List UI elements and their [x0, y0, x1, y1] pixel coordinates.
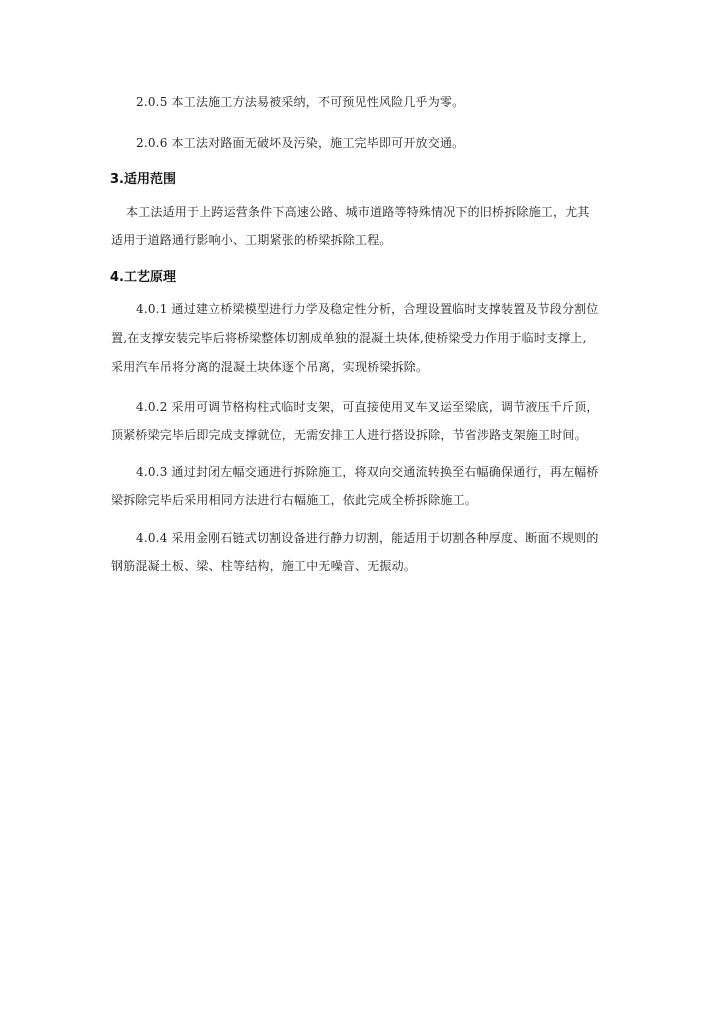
paragraph-4-0-1-line-3: 采用汽车吊将分离的混凝土块体逐个吊离，实现桥梁拆除。 — [111, 360, 429, 374]
section-3-line-1: 本工法适用于上跨运营条件下高速公路、城市道路等特殊情况下的旧桥拆除施工，尤其 — [126, 205, 590, 219]
paragraph-4-0-3-line-2: 梁拆除完毕后采用相同方法进行右幅施工，依此完成全桥拆除施工。 — [111, 493, 478, 507]
paragraph-4-0-1-line-2: 置,在支撑安装完毕后将桥梁整体切割成单独的混凝土块体,使桥梁受力作用于临时支撑上, — [111, 331, 587, 345]
paragraph-2-0-6: 2.0.6 本工法对路面无破坏及污染，施工完毕即可开放交通。 — [136, 136, 465, 150]
paragraph-4-0-2-line-2: 顶紧桥梁完毕后即完成支撑就位，无需安排工人进行搭设拆除，节省涉路支架施工时间。 — [111, 428, 587, 442]
paragraph-4-0-1-line-1: 4.0.1 通过建立桥梁模型进行力学及稳定性分析，合理设置临时支撑装置及节段分割位 — [136, 302, 599, 316]
paragraph-4-0-4-line-1: 4.0.4 采用金刚石链式切割设备进行静力切割，能适用于切割各种厚度、断面不规则的 — [136, 531, 599, 545]
section-3-heading: 3.适用范围 — [110, 172, 176, 187]
paragraph-4-0-2-line-1: 4.0.2 采用可调节格构柱式临时支架，可直接使用叉车叉运至梁底，调节液压千斤顶， — [136, 400, 599, 414]
section-4-heading: 4.工艺原理 — [110, 270, 176, 285]
paragraph-4-0-3-line-1: 4.0.3 通过封闭左幅交通进行拆除施工，将双向交通流转换至右幅确保通行，再左幅桥 — [136, 465, 599, 479]
paragraph-2-0-5: 2.0.5 本工法施工方法易被采纳，不可预见性风险几乎为零。 — [136, 95, 465, 109]
section-3-line-2: 适用于道路通行影响小、工期紧张的桥梁拆除工程。 — [111, 233, 392, 247]
paragraph-4-0-4-line-2: 钢筋混凝土板、梁、柱等结构，施工中无噪音、无振动。 — [111, 559, 417, 573]
